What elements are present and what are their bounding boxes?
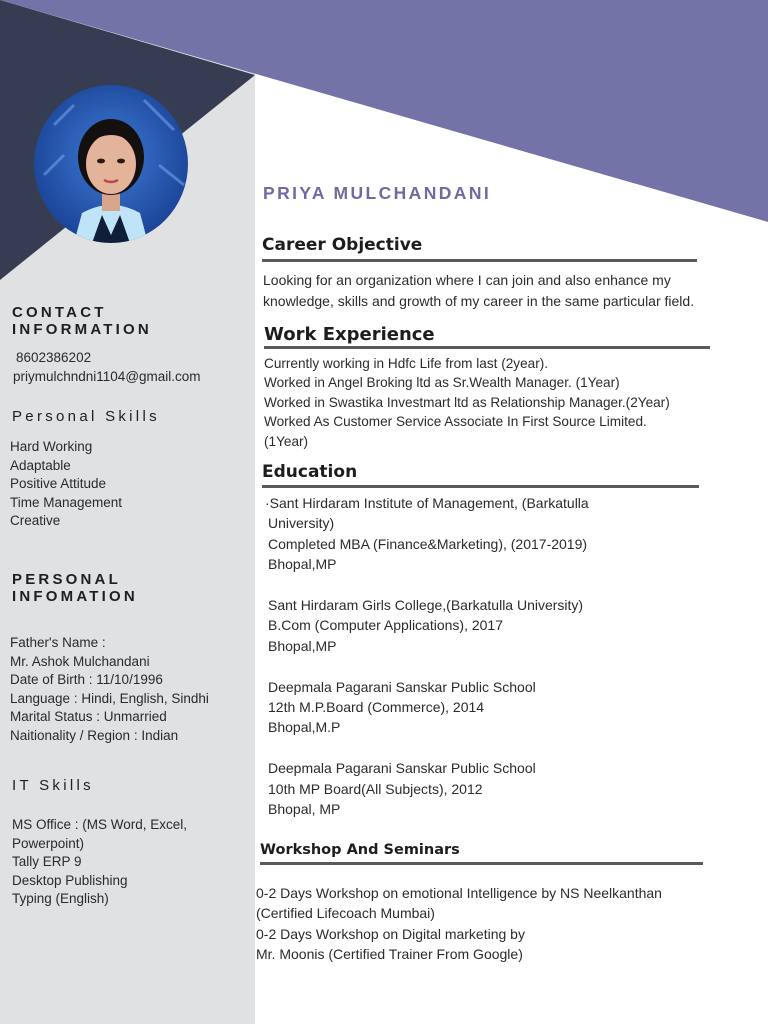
career-objective-text: Looking for an organization where I can join and also enhance my knowledge, skills and growth of my career in the same particular field. xyxy=(263,272,695,309)
list-item: Hard Working xyxy=(10,439,93,454)
list-item: Powerpoint) xyxy=(12,835,85,851)
workshops-text: 0-2 Days Workshop on emotional Intelligence by NS Neelkanthan (Certified Lifecoach Mumbai) 0-2 Days Workshop on Digital marketing by Mr. Moonis (Certified Trainer From Google) xyxy=(256,885,662,963)
career-objective-title: Career Objective xyxy=(262,235,423,255)
personal-skills-heading: Personal Skills xyxy=(12,408,160,425)
list-item: MS Office : (MS Word, Excel, xyxy=(12,817,188,832)
profile-photo xyxy=(34,85,188,243)
section-divider xyxy=(264,346,710,349)
list-item: Marital Status : Unmarried xyxy=(10,709,167,725)
personal-info-list xyxy=(10,634,209,746)
contact-heading: CONTACT INFORMATION xyxy=(12,304,152,338)
education-entry: ·Sant Hirdaram Institute of Management, (Barkatulla University) Completed MBA (Finance&Marketing), (2017-2019) Bhopal,MP xyxy=(265,495,589,573)
it-skills-list xyxy=(12,816,187,909)
phone-number: 8602386202 xyxy=(16,350,92,365)
list-item: Adaptable xyxy=(10,457,71,473)
work-experience-text: Currently working in Hdfc Life from last (2year). Worked in Angel Broking ltd as Sr.Wealth Manager. (1Year) Worked in Swastika Investmart ltd as Relationship Manager.(2Year) Worked As Customer Service Associate In First Source Limited. (1Year) xyxy=(264,356,670,449)
list-item: Time Management xyxy=(10,494,123,510)
personal-skills-list xyxy=(10,438,122,531)
personal-info-heading: PERSONAL INFOMATION xyxy=(12,571,138,605)
education-entry: Deepmala Pagarani Sanskar Public School 10th MP Board(All Subjects), 2012 Bhopal, MP xyxy=(268,760,536,818)
section-divider xyxy=(262,259,697,262)
list-item: Date of Birth : 11/10/1996 xyxy=(10,672,163,688)
list-item: Desktop Publishing xyxy=(12,872,128,888)
education-text xyxy=(265,493,589,819)
contact-details xyxy=(13,348,201,386)
list-item: Naitionality / Region : Indian xyxy=(10,727,179,743)
section-divider xyxy=(260,862,703,865)
list-item: Tally ERP 9 xyxy=(12,854,82,870)
work-experience-title: Work Experience xyxy=(264,324,435,345)
email-address: priymulchndni1104@gmail.com xyxy=(13,369,201,384)
section-divider xyxy=(262,485,699,488)
education-entry: Sant Hirdaram Girls College,(Barkatulla University) B.Com (Computer Applications), 2017 Bhopal,MP xyxy=(268,597,584,654)
list-item: Creative xyxy=(10,513,61,529)
list-item: Father's Name : xyxy=(10,635,106,650)
education-entry: Deepmala Pagarani Sanskar Public School 12th M.P.Board (Commerce), 2014 Bhopal,M.P xyxy=(268,678,536,736)
list-item: Mr. Ashok Mulchandani xyxy=(10,653,150,669)
candidate-name: PRIYA MULCHANDANI xyxy=(263,183,492,203)
education-title: Education xyxy=(262,462,358,482)
list-item: Typing (English) xyxy=(12,891,109,907)
workshops-title: Workshop And Seminars xyxy=(260,842,460,858)
it-skills-heading: IT Skills xyxy=(12,777,94,794)
list-item: Language : Hindi, English, Sindhi xyxy=(10,690,209,706)
list-item: Positive Attitude xyxy=(10,476,107,492)
